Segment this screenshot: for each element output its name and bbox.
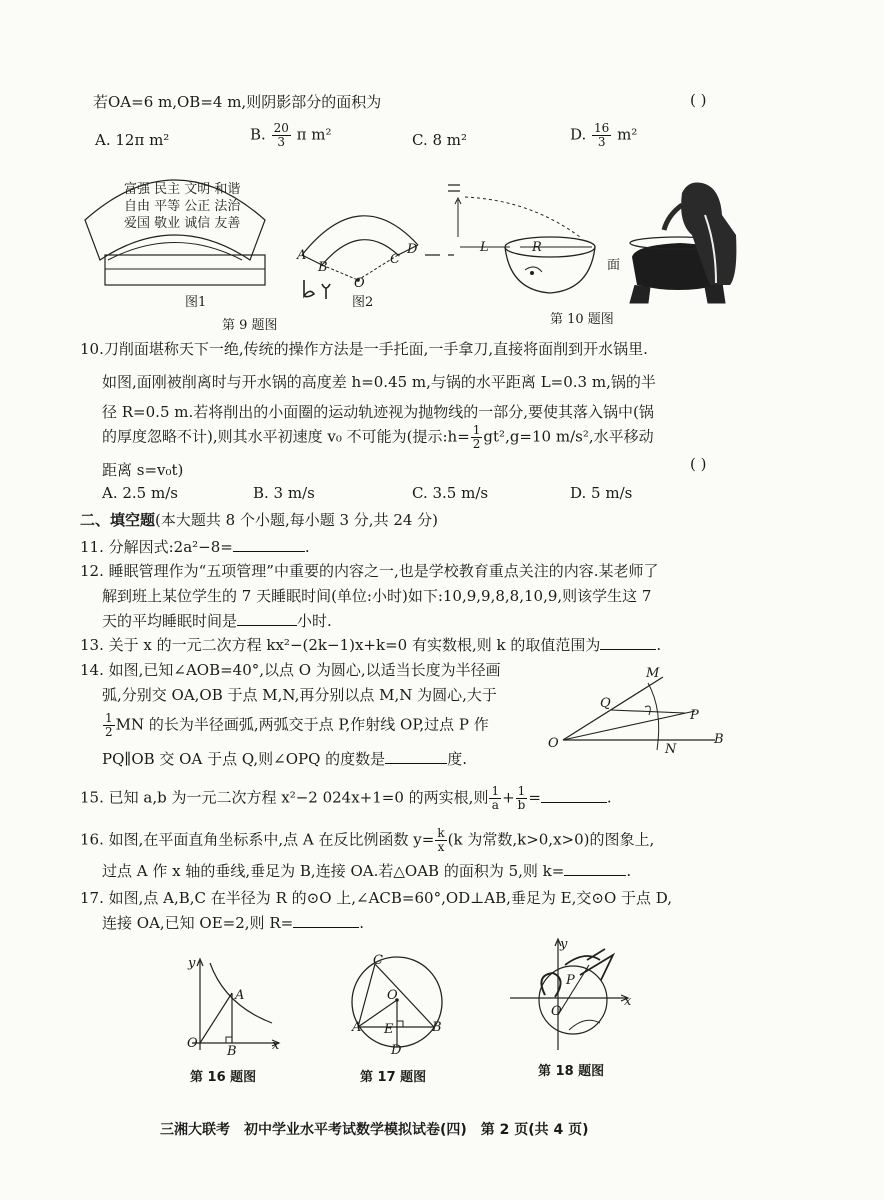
q12-line-3: 天的平均睡眠时间是 小时. (102, 612, 332, 630)
q15-answer-blank[interactable] (541, 788, 607, 803)
q16-axis-x: x (272, 1038, 280, 1053)
fig10-label-r: R (532, 240, 542, 255)
fig10-label-noodle: 面 (607, 258, 621, 273)
q16-point-a: A (235, 988, 245, 1003)
q17-point-e: E (384, 1022, 394, 1037)
q17-point-c: C (373, 953, 383, 968)
q10-answer-paren: ( ) (690, 455, 707, 473)
q13-answer-blank[interactable] (600, 635, 656, 650)
q16-point-b: B (227, 1044, 237, 1059)
q10-line-4: 的厚度忽略不计),则其水平初速度 v₀ 不可能为(提示:h= $\frac{1}{2}$ gt²,g=10 m/s²,水平移动 (102, 423, 654, 451)
q13: 13. 关于 x 的一元二次方程 kx²−(2k−1)x+k=0 有实数根,则 k 的取值范围为 . (80, 636, 662, 654)
q16-point-o: O (187, 1036, 198, 1051)
q10-line-1: 10.刀削面堪称天下一绝,传统的操作方法是一手托面,一手拿刀,直接将面削到开水锅里. (80, 340, 648, 358)
q18-point-p: P (566, 973, 575, 988)
fan-text-line-1: 富强 民主 文明 和谐 (124, 182, 241, 197)
fig2-label: 图2 (352, 295, 374, 310)
q14-figure (545, 665, 735, 760)
q14-point-m: M (646, 666, 660, 681)
q9-answer-paren: ( ) (690, 91, 707, 109)
q16-caption: 第 16 题图 (190, 1070, 257, 1085)
q9-stem: 若OA=6 m,OB=4 m,则阴影部分的面积为 (93, 93, 382, 111)
q9-option-d: D. $\frac{16}{3}$ m² (570, 121, 638, 149)
fig2-point-o: O (354, 276, 365, 291)
q15: 15. 已知 a,b 为一元二次方程 x²−2 024x+1=0 的两实根,则 $\frac{1}{a}$ + $\frac{1}{b}$ = . (80, 784, 612, 812)
q9-caption: 第 9 题图 (222, 318, 278, 333)
q14-line-4: PQ∥OB 交 OA 于点 Q,则∠OPQ 的度数是 度. (102, 750, 467, 768)
q14-point-n: N (665, 742, 677, 757)
q14-line-1: 14. 如图,已知∠AOB=40°,以点 O 为圆心,以适当长度为半径画 (80, 661, 501, 679)
noodle-pot-figure (420, 175, 760, 310)
q10-option-b: B. 3 m/s (253, 484, 315, 502)
q10-line-5: 距离 s=v₀t) (102, 461, 184, 479)
q18-caption: 第 18 题图 (538, 1064, 605, 1079)
q12-line-1: 12. 睡眠管理作为“五项管理”中重要的内容之一,也是学校教育重点关注的内容.某老师了 (80, 562, 659, 580)
q10-option-c: C. 3.5 m/s (412, 484, 489, 502)
section-2-header: 二、填空题(本大题共 8 个小题,每小题 3 分,共 24 分) (80, 511, 439, 529)
q10-line-2: 如图,面刚被削离时与开水锅的高度差 h=0.45 m,与锅的水平距离 L=0.3 m,锅的半 (102, 373, 656, 391)
fig1-label: 图1 (185, 295, 207, 310)
q18-figure (505, 935, 635, 1055)
q9-option-b: B. $\frac{20}{3}$ π m² (250, 121, 332, 149)
q16-axis-y: y (188, 956, 196, 971)
q14-point-p: P (690, 708, 699, 723)
fig2-point-a: A (297, 248, 307, 263)
q10-caption: 第 10 题图 (550, 312, 614, 327)
q17-line-1: 17. 如图,点 A,B,C 在半径为 R 的⊙O 上,∠ACB=60°,OD⊥AB,垂足为 E,交⊙O 于点 D, (80, 889, 673, 907)
q10-option-a: A. 2.5 m/s (102, 484, 178, 502)
q10-line-3: 径 R=0.5 m.若将削出的小面圈的运动轨迹视为抛物线的一部分,要使其落入锅中(锅 (102, 403, 654, 421)
q14-point-q: Q (600, 696, 611, 711)
q18-point-o: O (551, 1004, 562, 1019)
q18-axis-y: y (560, 937, 568, 952)
q12-line-2: 解到班上某位学生的 7 天睡眠时间(单位:小时)如下:10,9,9,8,8,10,9,则该学生这 7 (102, 587, 652, 605)
fig10-label-l: L (480, 240, 489, 255)
q10-option-d: D. 5 m/s (570, 484, 633, 502)
fig2-point-d: D (407, 242, 418, 257)
q17-point-o: O (387, 988, 398, 1003)
q12-answer-blank[interactable] (237, 611, 297, 626)
fan-text-line-2: 自由 平等 公正 法治 (124, 199, 241, 214)
q11-answer-blank[interactable] (233, 537, 305, 552)
q11: 11. 分解因式:2a²−8= . (80, 538, 310, 556)
q17-point-a: A (352, 1020, 362, 1035)
q16-line-2: 过点 A 作 x 轴的垂线,垂足为 B,连接 OA.若△OAB 的面积为 5,则 k= . (102, 862, 632, 880)
page-footer: 三湘大联考 初中学业水平考试数学模拟试卷(四) 第 2 页(共 4 页) (160, 1122, 589, 1138)
q9-option-c: C. 8 m² (412, 131, 468, 149)
q14-line-2: 弧,分别交 OA,OB 于点 M,N,再分别以点 M,N 为圆心,大于 (102, 686, 497, 704)
q18-axis-x: x (624, 994, 632, 1009)
q14-line-3: $\frac{1}{2}$ MN 的长为半径画弧,两弧交于点 P,作射线 OP,过点 P 作 (105, 711, 489, 739)
fan-text-line-3: 爱国 敬业 诚信 友善 (124, 216, 241, 231)
fig2-point-b: B (318, 260, 328, 275)
q14-answer-blank[interactable] (385, 749, 447, 764)
q14-point-b: B (714, 732, 724, 747)
q17-point-d: D (391, 1043, 402, 1058)
q16-line-1: 16. 如图,在平面直角坐标系中,点 A 在反比例函数 y= $\frac{k}{x}$ (k 为常数,k>0,x>0)的图象上, (80, 826, 655, 854)
handwritten-mark (300, 278, 340, 300)
q17-point-b: B (432, 1020, 442, 1035)
q17-answer-blank[interactable] (293, 913, 359, 928)
q17-caption: 第 17 题图 (360, 1070, 427, 1085)
fig2-point-c: C (390, 252, 400, 267)
q14-point-o: O (548, 736, 559, 751)
q9-option-a: A. 12π m² (95, 131, 170, 149)
q17-line-2: 连接 OA,已知 OE=2,则 R= . (102, 914, 364, 932)
q16-answer-blank[interactable] (564, 861, 626, 876)
